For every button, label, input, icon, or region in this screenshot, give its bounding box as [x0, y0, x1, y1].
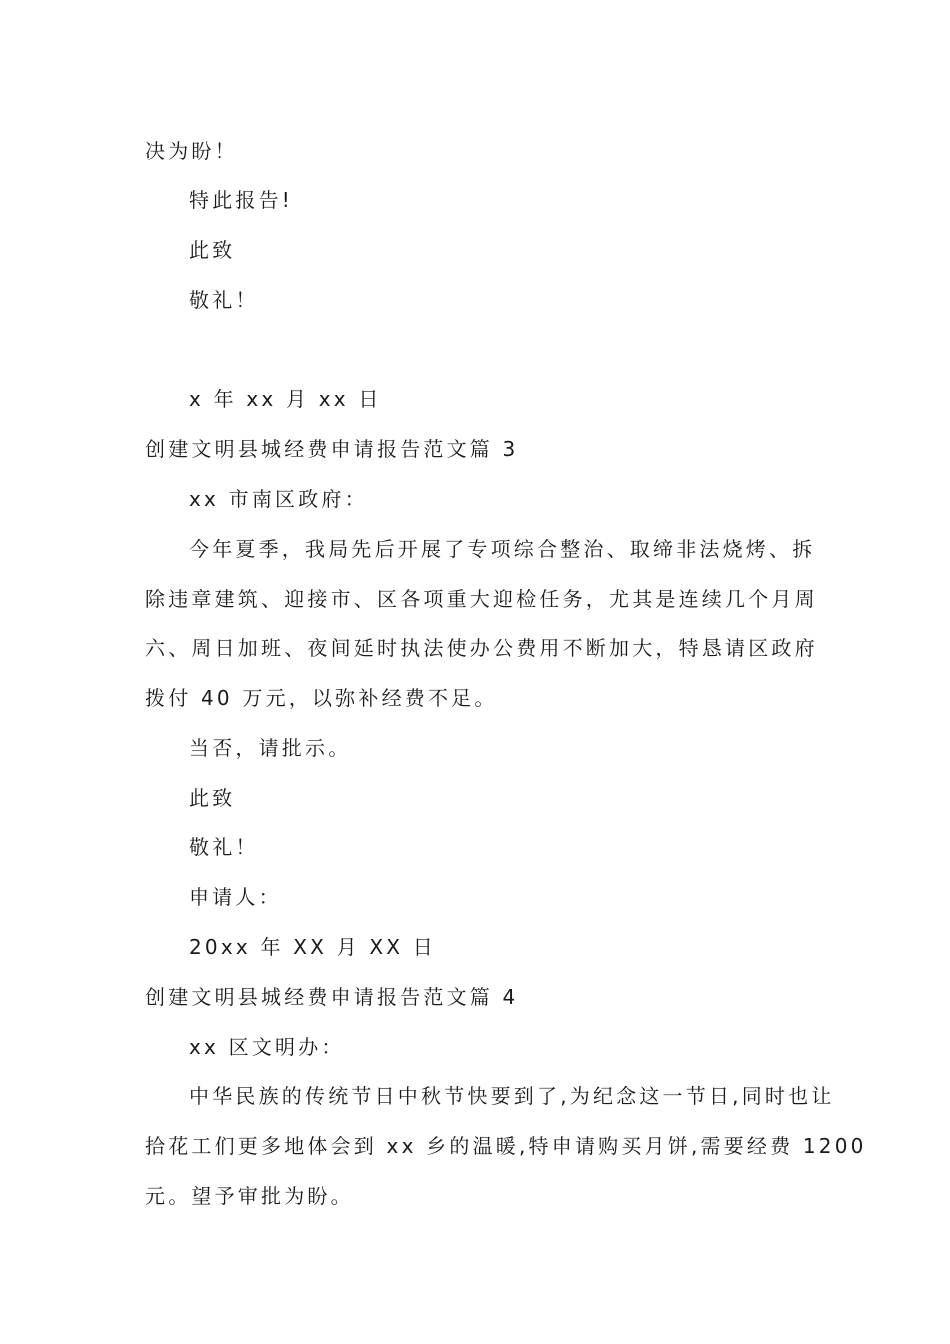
- section-heading: 创建文明县城经费申请报告范文篇 3: [145, 437, 519, 461]
- text-line: 特此报告!: [189, 188, 294, 212]
- text-line: 拾花工们更多地体会到 xx 乡的温暖,特申请购买月饼,需要经费 1200: [145, 1134, 867, 1158]
- text-line: 此致: [189, 786, 236, 810]
- text-line: 决为盼！: [145, 139, 238, 163]
- text-line: 敬礼！: [189, 288, 259, 312]
- text-line: 今年夏季，我局先后开展了专项综合整治、取缔非法烧烤、拆: [189, 537, 816, 561]
- text-line: 此致: [189, 238, 236, 262]
- salutation: xx 区文明办：: [189, 1035, 345, 1059]
- section-heading: 创建文明县城经费申请报告范文篇 4: [145, 985, 519, 1009]
- text-line: 除违章建筑、迎接市、区各项重大迎检任务，尤其是连续几个月周: [145, 587, 818, 611]
- text-line: 敬礼！: [189, 835, 259, 859]
- text-line: 六、周日加班、夜间延时执法使办公费用不断加大，特恳请区政府: [145, 636, 818, 660]
- text-line: 拨付 40 万元，以弥补经费不足。: [145, 686, 498, 710]
- salutation: xx 市南区政府：: [189, 487, 368, 511]
- date-line: x 年 xx 月 xx 日: [189, 387, 382, 411]
- text-line: 当否，请批示。: [189, 736, 352, 760]
- text-line: 中华民族的传统节日中秋节快要到了,为纪念这一节日,同时也让: [189, 1084, 835, 1108]
- applicant-line: 申请人：: [189, 885, 282, 909]
- date-line: 20xx 年 XX 月 XX 日: [189, 935, 436, 959]
- text-line: 元。望予审批为盼。: [145, 1184, 354, 1208]
